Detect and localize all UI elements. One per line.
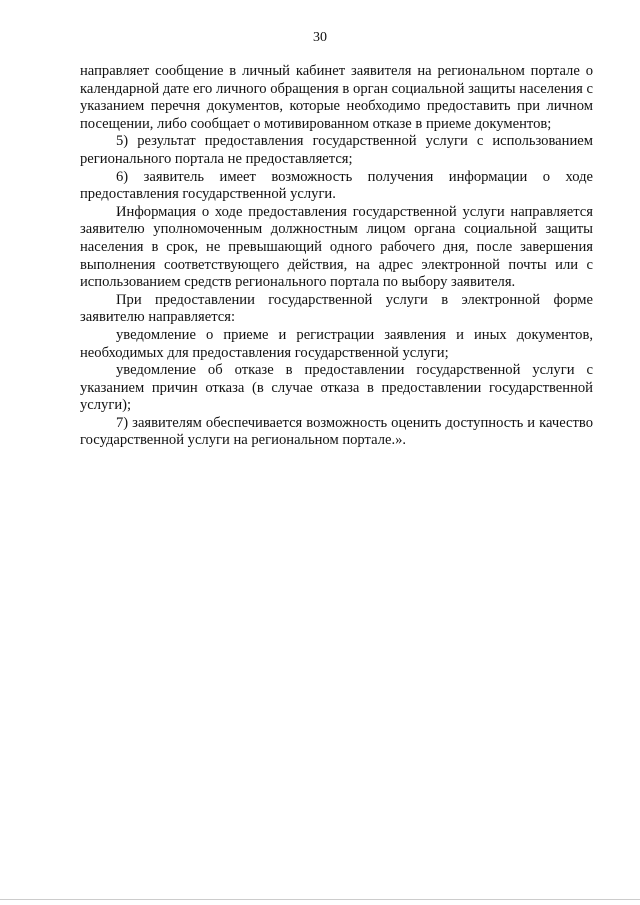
paragraph-notification-refusal: уведомление об отказе в предоставлении государственной услуги с указанием причин отказа (в случае отказа в предоставлении государственной услуги);: [80, 362, 593, 414]
bottom-divider: [0, 899, 640, 900]
paragraph-item-7: 7) заявителям обеспечивается возможность оценить доступность и качество государственной услуги на региональном портале.».: [80, 414, 593, 449]
paragraph-information: Информация о ходе предоставления государственной услуги направляется заявителю уполномоченным должностным лицом органа социальной защиты населения в срок, не превышающий одного рабочего дня, после завершения выполнения соответствующего действия, на адрес электронной почты или с использованием средств регионального портала по выбору заявителя.: [80, 203, 593, 291]
paragraph-notification-receipt: уведомление о приеме и регистрации заявления и иных документов, необходимых для предоставления государственной услуги;: [80, 326, 593, 361]
document-body: [80, 63, 593, 450]
paragraph-item-6: 6) заявитель имеет возможность получения информации о ходе предоставления государственной услуги.: [80, 168, 593, 203]
paragraph-continuation: направляет сообщение в личный кабинет заявителя на региональном портале о календарной дате его личного обращения в орган социальной защиты населения с указанием перечня документов, которые необходимо предоставить при личном посещении, либо сообщает о мотивированном отказе в приеме документов;: [80, 63, 593, 132]
paragraph-item-5: 5) результат предоставления государственной услуги с использованием регионального портала не предоставляется;: [80, 133, 593, 167]
page-number: 30: [313, 30, 327, 45]
paragraph-electronic-form: При предоставлении государственной услуги в электронной форме заявителю направляется:: [80, 291, 593, 326]
